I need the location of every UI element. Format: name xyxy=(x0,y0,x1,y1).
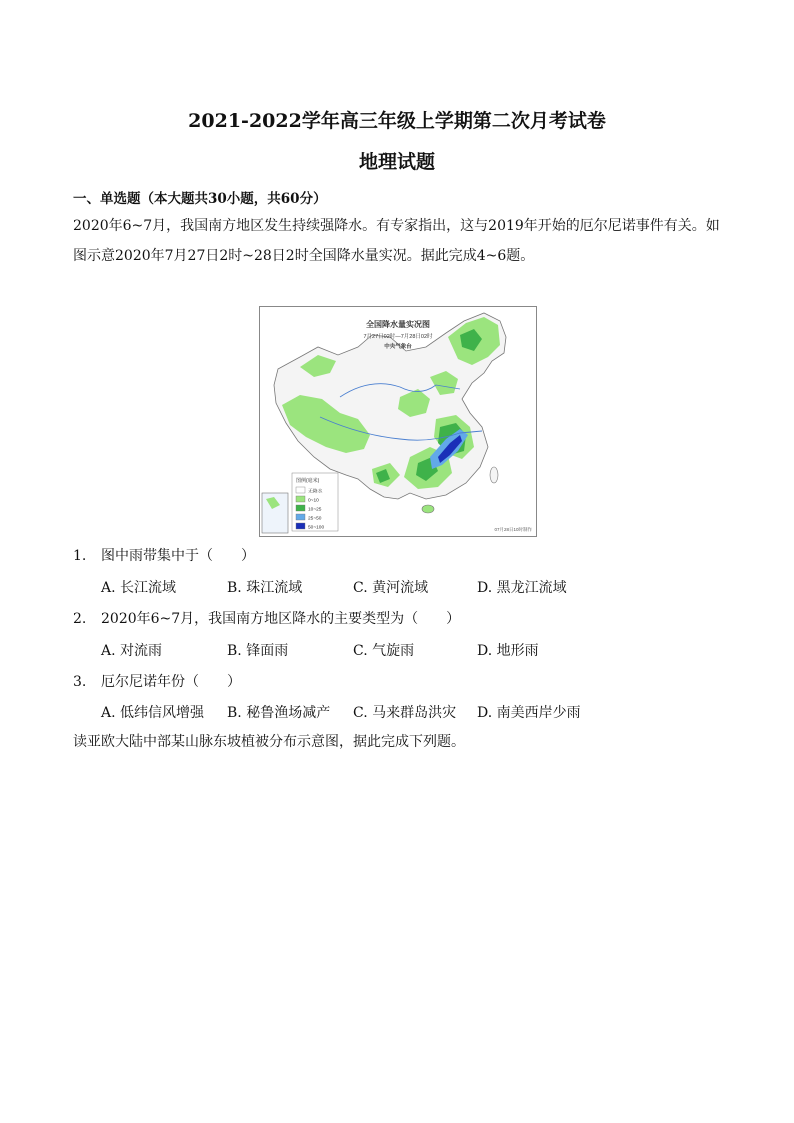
option-d[interactable]: D. 黑龙江流域 xyxy=(477,580,567,596)
question-number: 2. xyxy=(73,611,87,627)
question-number: 1. xyxy=(73,548,87,564)
legend-swatch xyxy=(296,496,305,502)
legend-title: 图例(毫米) xyxy=(296,478,320,484)
legend-swatch xyxy=(296,505,305,511)
hainan-island xyxy=(422,505,434,513)
question-3-options xyxy=(101,702,581,722)
legend-swatch xyxy=(296,514,305,520)
legend-label: 50~100 xyxy=(308,525,325,531)
option-c[interactable]: C. 黄河流域 xyxy=(353,580,429,596)
legend-label: 10~25 xyxy=(308,507,322,513)
legend-label: 25~50 xyxy=(308,516,322,522)
question-stem: 厄尔尼诺年份（ ） xyxy=(101,674,241,690)
option-a[interactable]: A. 对流雨 xyxy=(101,643,163,659)
taiwan-island xyxy=(490,467,498,483)
option-c[interactable]: C. 气旋雨 xyxy=(353,643,415,659)
map-subtitle: 7月27日02时—7月28日02时 xyxy=(363,334,433,340)
question-1-options xyxy=(101,577,567,597)
map-legend xyxy=(292,473,338,531)
question-number: 3. xyxy=(73,674,87,690)
map-agency: 中央气象台 xyxy=(384,344,412,350)
question-stem: 2020年6~7月，我国南方地区降水的主要类型为（ ） xyxy=(101,611,461,627)
option-b[interactable]: B. 锋面雨 xyxy=(227,643,289,659)
subject-title: 地理试题 xyxy=(358,151,435,173)
intro-paragraph: 2020年6~7月，我国南方地区发生持续强降水。有专家指出，这与2019年开始的厄尔尼诺事件有关。如图示意2020年7月27日2时~28日2时全国降水量实况。据此完成4~6题。 xyxy=(73,218,720,264)
question-stem: 图中雨带集中于（ ） xyxy=(101,548,255,564)
question-2 xyxy=(73,608,460,628)
option-a[interactable]: A. 低纬信风增强 xyxy=(101,705,205,721)
question-1 xyxy=(73,545,255,565)
option-d[interactable]: D. 地形雨 xyxy=(477,643,539,659)
option-d[interactable]: D. 南美西岸少雨 xyxy=(477,705,581,721)
legend-swatch xyxy=(296,487,305,493)
option-c[interactable]: C. 马来群岛洪灾 xyxy=(353,705,457,721)
precipitation-map xyxy=(259,306,537,537)
map-footer: 07月28日10时制作 xyxy=(494,527,532,532)
question-3 xyxy=(73,671,241,691)
option-a[interactable]: A. 长江流域 xyxy=(101,580,177,596)
china-map-graphic xyxy=(260,307,536,536)
section-heading: 一、单选题（本大题共30小题，共60分） xyxy=(73,191,327,207)
legend-swatch xyxy=(296,523,305,529)
exam-title: 2021-2022学年高三年级上学期第二次月考试卷 xyxy=(188,110,606,132)
option-b[interactable]: B. 珠江流域 xyxy=(227,580,303,596)
option-b[interactable]: B. 秘鲁渔场减产 xyxy=(227,705,331,721)
legend-label: 0~10 xyxy=(308,498,319,504)
question-2-options xyxy=(101,640,539,660)
map-title: 全国降水量实况图 xyxy=(366,320,430,329)
closing-prompt: 读亚欧大陆中部某山脉东坡植被分布示意图，据此完成下列题。 xyxy=(73,734,465,750)
legend-label: 无降水 xyxy=(308,489,323,495)
